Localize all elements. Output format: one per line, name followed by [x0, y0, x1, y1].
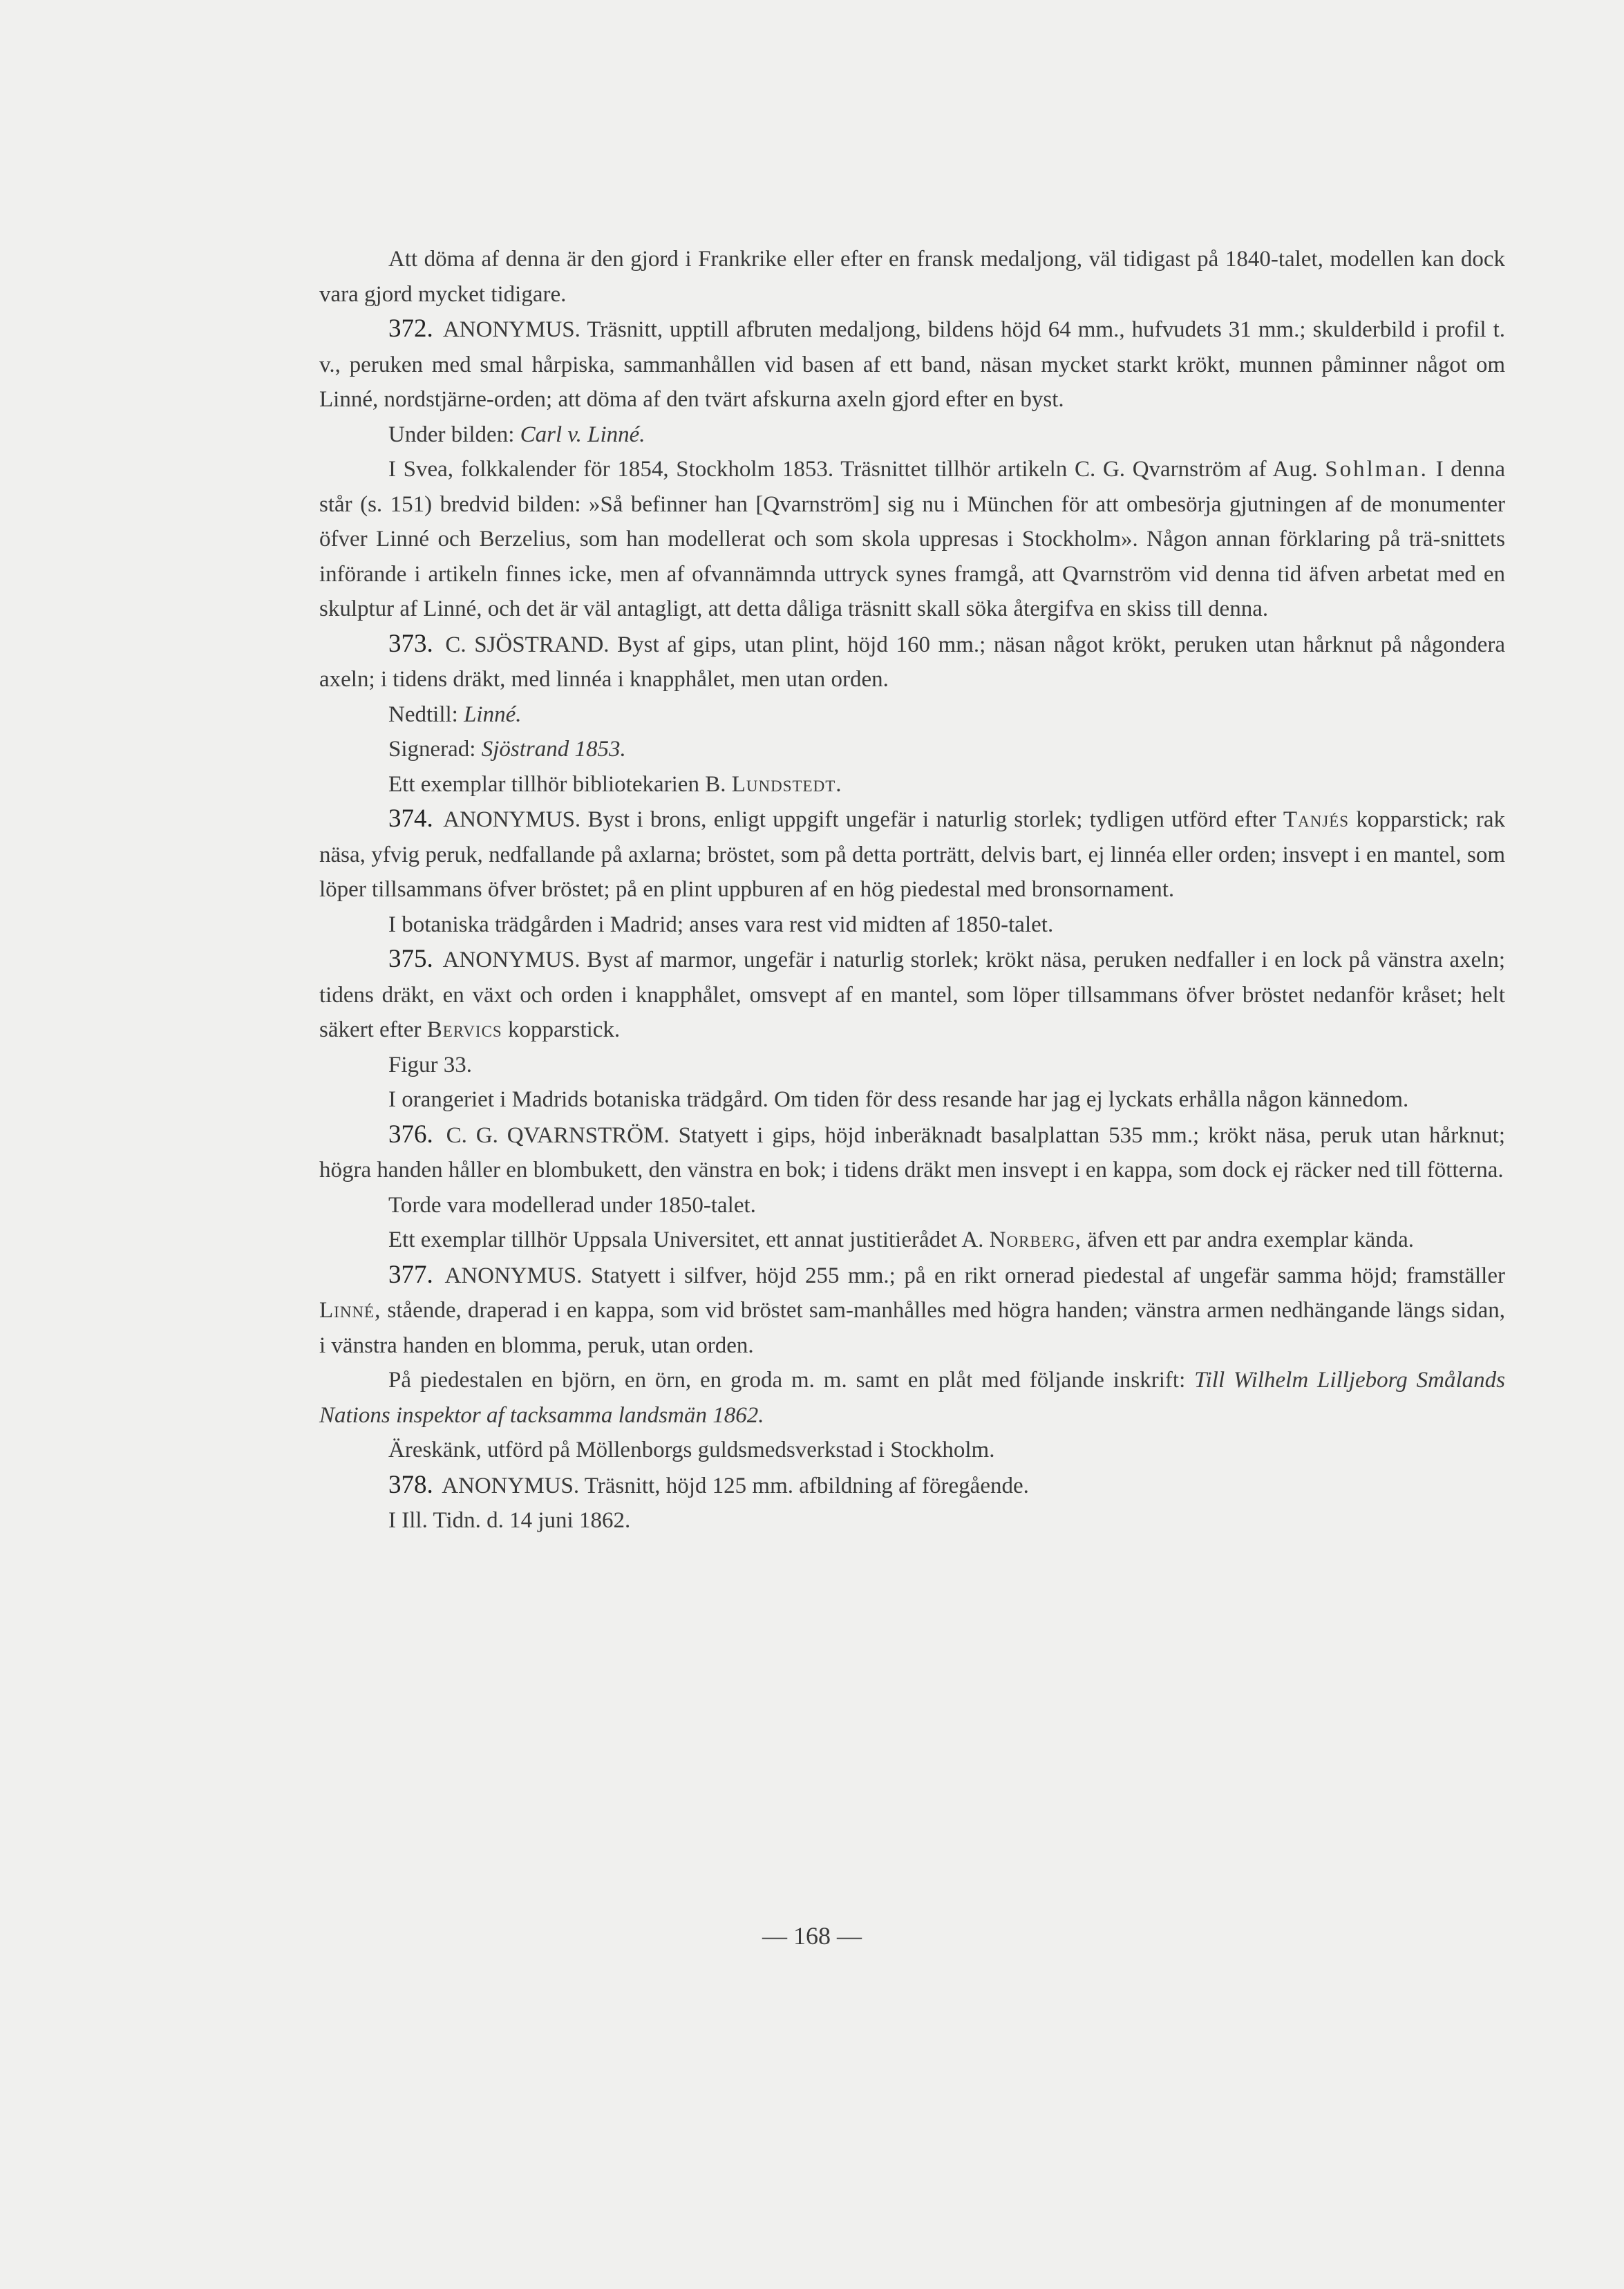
source-text: I Ill. Tidn. d. 14 juni 1862.: [388, 1508, 631, 1533]
source-text: I Svea, folkkalender för 1854, Stockholm 1853. Träsnittet tillhör artikeln C. G. Qvarnström af Aug.: [388, 457, 1318, 482]
entry-377: [319, 1258, 1505, 1364]
owner-text: Ett exemplar tillhör Uppsala Universitet, ett annat justitierådet A.: [388, 1227, 984, 1252]
subject-name: Linné,: [319, 1298, 381, 1323]
entry-author: ANONYMUS.: [442, 317, 580, 342]
entry-author: ANONYMUS.: [442, 1473, 580, 1498]
entry-373: [319, 627, 1505, 697]
entry-description: Byst af marmor, ungefär i naturlig storlek; krökt näsa, peruken nedfaller i en lock på vänstra axeln; tidens dräkt, en växt och orden i knapphålet, omsvept af en mantel, som löper tillsammans öfver bröstet nedanför kråset; helt säkert efter: [319, 948, 1506, 1042]
signature-label: Signerad:: [388, 737, 476, 762]
entry-description-cont: stående, draperad i en kappa, som vid bröstet sam-manhålles med högra handen; vänstra armen nedhängande längs sidan, i vänstra handen en blomma, peruk, utan orden.: [319, 1298, 1505, 1358]
entry-description-cont: kopparstick; rak näsa, yfvig peruk, nedfallande på axlarna; bröstet, som på detta porträtt, delvis bart, ej linnéa eller orden; insvept i en mantel, som löper tillsammans öfver bröstet; på en plint uppburen af en hög piedestal med bronsornament.: [319, 807, 1506, 902]
entry-number: 378.: [388, 1470, 433, 1499]
entry-author: C. G. QVARNSTRÖM.: [446, 1122, 670, 1148]
entry-372-source: [319, 452, 1505, 627]
entry-author: ANONYMUS.: [442, 948, 580, 972]
entry-377-gift: [319, 1433, 1505, 1468]
artist-name: Bervics: [426, 1017, 502, 1042]
signature-text: Sjöstrand 1853.: [481, 737, 626, 762]
entry-372: [319, 312, 1505, 417]
entry-378: [319, 1468, 1505, 1504]
owner-text: Ett exemplar tillhör bibliotekarien B.: [388, 771, 726, 797]
entry-number: 377.: [388, 1260, 433, 1289]
owner-text-cont: äfven ett par andra exemplar kända.: [1087, 1227, 1415, 1252]
entry-number: 374.: [388, 804, 433, 833]
page-number: — 168 —: [762, 1922, 862, 1950]
entry-372-caption: [319, 417, 1505, 453]
entry-description: Statyett i silfver, höjd 255 mm.; på en rikt ornerad piedestal af ungefär samma höjd; framställer: [590, 1263, 1505, 1288]
entry-author: ANONYMUS.: [443, 807, 581, 832]
entry-number: 375.: [388, 945, 433, 973]
date-text: Torde vara modellerad under 1850-talet.: [388, 1192, 756, 1218]
inscription-text: Linné.: [464, 701, 522, 727]
entry-376-owner: [319, 1223, 1505, 1258]
entry-375-location: [319, 1082, 1505, 1118]
person-name: Sohlman.: [1325, 457, 1428, 482]
entry-description: Träsnitt, höjd 125 mm. afbildning af föregående.: [584, 1473, 1029, 1498]
caption-label: Under bilden:: [388, 422, 515, 447]
entry-373-owner: [319, 767, 1505, 802]
entry-description-cont: kopparstick.: [507, 1017, 621, 1042]
entry-375: [319, 942, 1505, 1048]
pedestal-text: På piedestalen en björn, en örn, en groda m. m. samt en plåt med följande inskrift:: [388, 1368, 1186, 1393]
entry-number: 376.: [388, 1120, 433, 1149]
entry-374: [319, 802, 1505, 907]
figure-reference: Figur 33.: [388, 1052, 473, 1077]
inscription-label: Nedtill:: [388, 701, 458, 727]
entry-378-source: [319, 1503, 1505, 1538]
source-text-cont: I denna står (s. 151) bredvid bilden: »Så befinner han [Qvarnström] sig nu i München för att ombesörja gjutningen af de monumenter öfver Linné och Berzelius, som han modellerat och som skola uppresas i Stockholm». Någon annan förklaring på trä-snittets införande i artikeln finnes icke, men af ofvannämnda uttryck synes framgå, att Qvarnström vid denna tid äfven arbetat med en skulptur af Linné, och det är väl antagligt, att detta dåliga träsnitt skall söka återgifva en skiss till denna.: [319, 457, 1506, 621]
entry-number: 373.: [388, 629, 433, 658]
entry-description: Byst af gips, utan plint, höjd 160 mm.; näsan något krökt, peruken utan hårknut på någondera axeln; i tidens dräkt, med linnéa i knapphålet, men utan orden.: [319, 632, 1505, 692]
intro-text: Att döma af denna är den gjord i Frankrike eller efter en fransk medaljong, väl tidigast på 1840-talet, modellen kan dock vara gjord mycket tidigare.: [319, 247, 1505, 307]
entry-377-pedestal: [319, 1363, 1505, 1433]
inscription-text: Till Wilhelm Lilljeborg Smålands Nations inspektor af tacksamma landsmän 1862.: [319, 1368, 1506, 1428]
entry-375-figure: [319, 1048, 1505, 1083]
entry-376: [319, 1118, 1505, 1188]
gift-text: Äreskänk, utförd på Möllenborgs guldsmedsverkstad i Stockholm.: [388, 1438, 995, 1462]
entry-author: ANONYMUS.: [444, 1263, 583, 1288]
entry-description: Byst i brons, enligt uppgift ungefär i naturlig storlek; tydligen utförd efter: [587, 807, 1276, 832]
entry-description: Statyett i gips, höjd inberäknadt basalplattan 535 mm.; krökt näsa, peruk utan hårknut; högra handen håller en blombukett, den vänstra en bok; i tidens dräkt men insvept i en kappa, som dock ej räcker ned till fötterna.: [319, 1122, 1506, 1183]
intro-paragraph: [319, 242, 1505, 312]
entry-373-inscription: [319, 697, 1505, 733]
location-text: I botaniska trädgården i Madrid; anses vara rest vid midten af 1850-talet.: [388, 912, 1054, 937]
entry-376-date: [319, 1188, 1505, 1223]
entry-373-signature: [319, 732, 1505, 767]
location-text: I orangeriet i Madrids botaniska trädgård. Om tiden för dess resande har jag ej lyckats erhålla någon kännedom.: [388, 1087, 1409, 1112]
owner-name: Norberg,: [989, 1227, 1082, 1252]
owner-name: Lundstedt.: [731, 771, 842, 797]
page-body: [319, 242, 1505, 1538]
entry-number: 372.: [388, 314, 433, 343]
artist-name: Tanjés: [1283, 807, 1350, 832]
entry-description: Träsnitt, upptill afbruten medaljong, bildens höjd 64 mm., hufvudets 31 mm.; skulderbild i profil t. v., peruken med smal hårpiska, sammanhållen vid basen af ett band, näsan mycket starkt krökt, munnen påminner något om Linné, nordstjärne-orden; att döma af den tvärt afskurna axeln gjord efter en byst.: [319, 317, 1506, 412]
caption-text: Carl v. Linné.: [520, 422, 645, 447]
entry-author: C. SJÖSTRAND.: [445, 632, 610, 657]
entry-374-location: [319, 907, 1505, 943]
